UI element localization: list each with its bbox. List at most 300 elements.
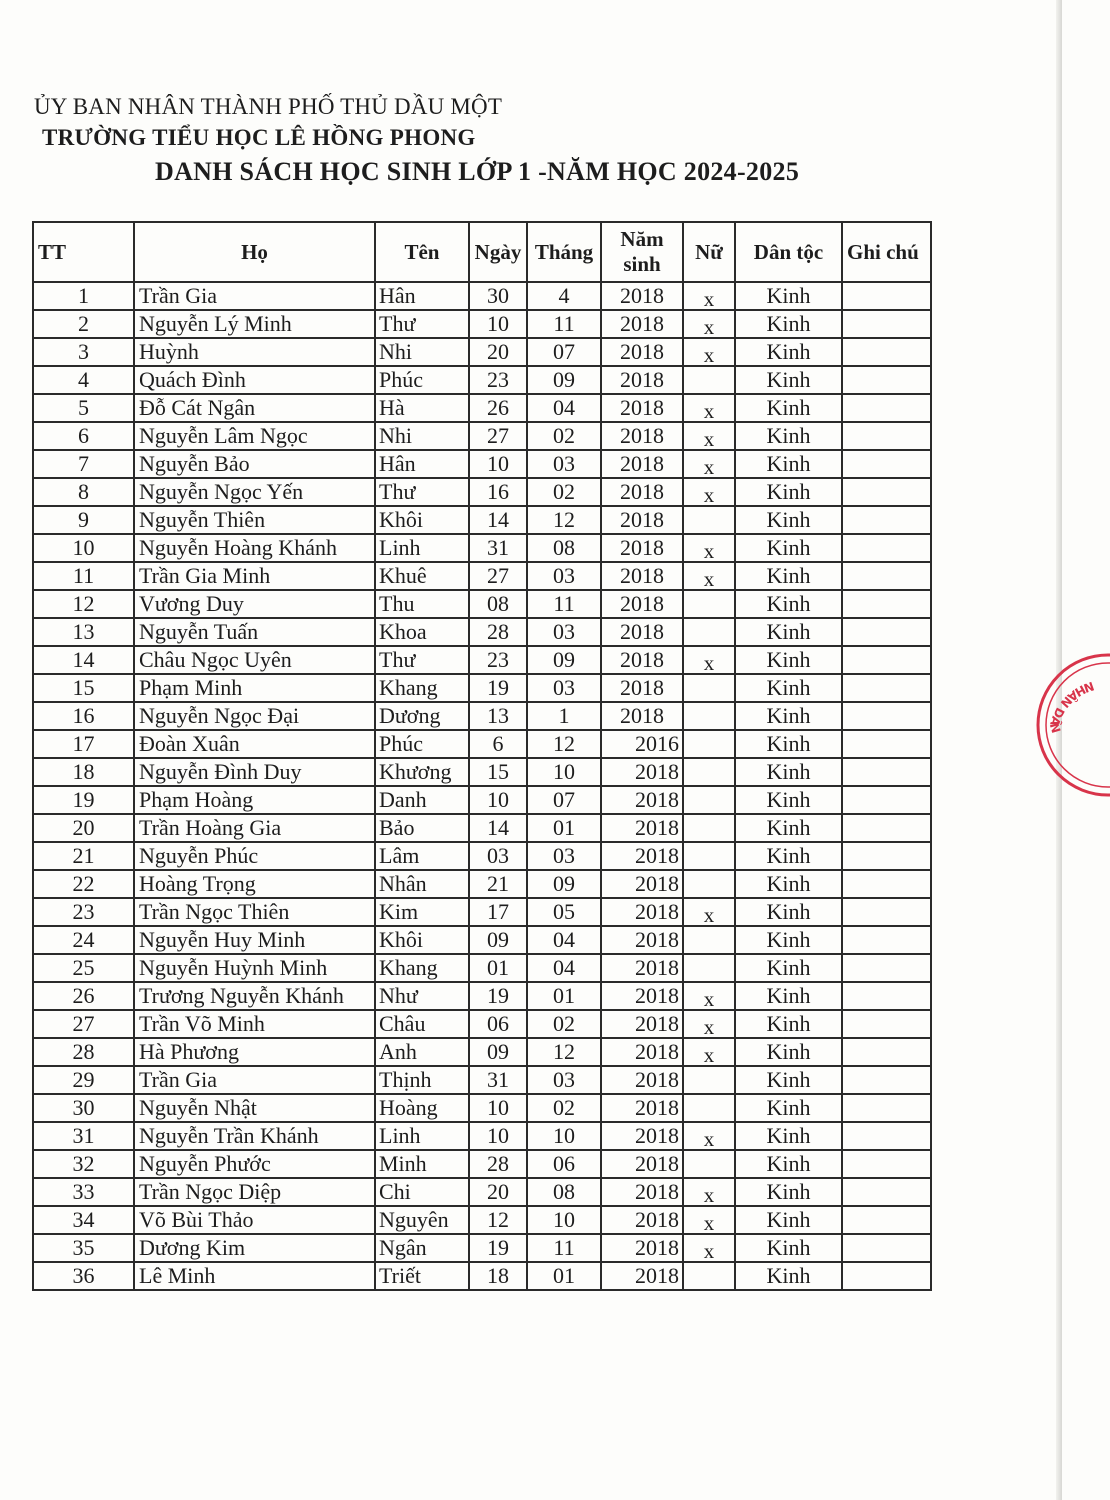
- birth-month-cell: 12: [527, 1038, 601, 1066]
- birth-day-cell: 28: [469, 1150, 527, 1178]
- row-number-cell: 14: [33, 646, 134, 674]
- school-name: TRƯỜNG TIỂU HỌC LÊ HỒNG PHONG: [42, 125, 476, 150]
- birth-year-cell: 2018: [601, 338, 683, 366]
- table-row: [33, 1150, 931, 1178]
- ethnicity-cell: Kinh: [735, 758, 842, 786]
- birth-month-cell: 03: [527, 618, 601, 646]
- birth-day-cell: 10: [469, 450, 527, 478]
- row-number-cell: 20: [33, 814, 134, 842]
- female-mark-cell: [683, 842, 735, 870]
- female-mark: x: [703, 343, 715, 367]
- birth-year-cell: 2018: [601, 394, 683, 422]
- birth-year-cell: 2018: [601, 1094, 683, 1122]
- table-row: [33, 450, 931, 478]
- birth-day-cell: 17: [469, 898, 527, 926]
- note-cell: [842, 786, 931, 814]
- given-name-cell: Thịnh: [375, 1066, 469, 1094]
- ethnicity-cell: Kinh: [735, 422, 842, 450]
- row-number-cell: 13: [33, 618, 134, 646]
- column-header-nam-line1: Năm: [620, 227, 664, 251]
- ethnicity-cell: Kinh: [735, 898, 842, 926]
- given-name-cell: Ngân: [375, 1234, 469, 1262]
- birth-day-cell: 10: [469, 310, 527, 338]
- family-name-cell: Nguyễn Thiên: [134, 506, 375, 534]
- female-mark-cell: [683, 1262, 735, 1290]
- birth-year-cell: 2018: [601, 1262, 683, 1290]
- given-name-cell: Triết: [375, 1262, 469, 1290]
- row-number-cell: 11: [33, 562, 134, 590]
- birth-day-cell: 21: [469, 870, 527, 898]
- given-name-cell: Lâm: [375, 842, 469, 870]
- table-row: [33, 1234, 931, 1262]
- birth-month-cell: 06: [527, 1150, 601, 1178]
- birth-year-cell: 2018: [601, 450, 683, 478]
- ethnicity-cell: Kinh: [735, 618, 842, 646]
- female-mark: x: [703, 427, 715, 451]
- row-number-cell: 30: [33, 1094, 134, 1122]
- birth-year-cell: 2018: [601, 534, 683, 562]
- ethnicity-cell: Kinh: [735, 1178, 842, 1206]
- table-row: [33, 1122, 931, 1150]
- birth-day-cell: 23: [469, 646, 527, 674]
- given-name-cell: Linh: [375, 534, 469, 562]
- family-name-cell: Dương Kim: [134, 1234, 375, 1262]
- column-header-ghi-chu: Ghi chú: [842, 222, 931, 282]
- ethnicity-cell: Kinh: [735, 1234, 842, 1262]
- family-name-cell: Trần Gia Minh: [134, 562, 375, 590]
- note-cell: [842, 450, 931, 478]
- birth-month-cell: 09: [527, 366, 601, 394]
- ethnicity-cell: Kinh: [735, 366, 842, 394]
- female-mark-cell: [683, 926, 735, 954]
- table-row: [33, 870, 931, 898]
- row-number-cell: 18: [33, 758, 134, 786]
- female-mark-cell: [683, 1122, 735, 1150]
- column-header-tt: TT: [33, 222, 134, 282]
- row-number-cell: 4: [33, 366, 134, 394]
- birth-month-cell: 02: [527, 1010, 601, 1038]
- birth-month-cell: 11: [527, 1234, 601, 1262]
- birth-month-cell: 12: [527, 506, 601, 534]
- birth-month-cell: 05: [527, 898, 601, 926]
- birth-month-cell: 1: [527, 702, 601, 730]
- note-cell: [842, 338, 931, 366]
- ethnicity-cell: Kinh: [735, 1150, 842, 1178]
- row-number-cell: 28: [33, 1038, 134, 1066]
- row-number-cell: 23: [33, 898, 134, 926]
- birth-year-cell: 2018: [601, 478, 683, 506]
- ethnicity-cell: Kinh: [735, 646, 842, 674]
- female-mark-cell: [683, 1094, 735, 1122]
- female-mark: x: [703, 651, 715, 675]
- student-roster-table: [32, 221, 932, 1291]
- table-row: [33, 1038, 931, 1066]
- female-mark: x: [703, 1183, 715, 1207]
- birth-year-cell: 2018: [601, 674, 683, 702]
- birth-year-cell: 2018: [601, 814, 683, 842]
- birth-year-cell: 2018: [601, 366, 683, 394]
- female-mark: x: [703, 1043, 715, 1067]
- column-header-dan-toc: Dân tộc: [735, 222, 842, 282]
- note-cell: [842, 1010, 931, 1038]
- birth-year-cell: 2018: [601, 1234, 683, 1262]
- note-cell: [842, 1234, 931, 1262]
- ethnicity-cell: Kinh: [735, 1206, 842, 1234]
- given-name-cell: Hân: [375, 282, 469, 310]
- female-mark-cell: [683, 730, 735, 758]
- ethnicity-cell: Kinh: [735, 674, 842, 702]
- note-cell: [842, 730, 931, 758]
- family-name-cell: Nguyễn Ngọc Đại: [134, 702, 375, 730]
- birth-year-cell: 2018: [601, 982, 683, 1010]
- note-cell: [842, 310, 931, 338]
- family-name-cell: Nguyễn Huỳnh Minh: [134, 954, 375, 982]
- female-mark-cell: [683, 478, 735, 506]
- row-number-cell: 16: [33, 702, 134, 730]
- family-name-cell: Phạm Hoàng: [134, 786, 375, 814]
- birth-month-cell: 04: [527, 926, 601, 954]
- family-name-cell: Nguyễn Đình Duy: [134, 758, 375, 786]
- family-name-cell: Nguyễn Lý Minh: [134, 310, 375, 338]
- female-mark-cell: [683, 814, 735, 842]
- given-name-cell: Khương: [375, 758, 469, 786]
- note-cell: [842, 926, 931, 954]
- ethnicity-cell: Kinh: [735, 926, 842, 954]
- female-mark-cell: [683, 870, 735, 898]
- female-mark-cell: [683, 450, 735, 478]
- column-header-ngay: Ngày: [469, 222, 527, 282]
- ethnicity-cell: Kinh: [735, 814, 842, 842]
- female-mark-cell: [683, 982, 735, 1010]
- birth-month-cell: 09: [527, 870, 601, 898]
- row-number-cell: 21: [33, 842, 134, 870]
- given-name-cell: Kim: [375, 898, 469, 926]
- given-name-cell: Dương: [375, 702, 469, 730]
- family-name-cell: Nguyễn Phước: [134, 1150, 375, 1178]
- ethnicity-cell: Kinh: [735, 1038, 842, 1066]
- note-cell: [842, 394, 931, 422]
- female-mark: x: [703, 455, 715, 479]
- column-header-nam-line2: sinh: [623, 252, 661, 276]
- note-cell: [842, 422, 931, 450]
- female-mark: x: [703, 315, 715, 339]
- note-cell: [842, 702, 931, 730]
- ethnicity-cell: Kinh: [735, 982, 842, 1010]
- birth-day-cell: 27: [469, 562, 527, 590]
- row-number-cell: 19: [33, 786, 134, 814]
- birth-month-cell: 07: [527, 338, 601, 366]
- note-cell: [842, 954, 931, 982]
- table-row: [33, 1206, 931, 1234]
- note-cell: [842, 758, 931, 786]
- female-mark-cell: [683, 1150, 735, 1178]
- family-name-cell: Trần Gia: [134, 282, 375, 310]
- birth-month-cell: 07: [527, 786, 601, 814]
- row-number-cell: 8: [33, 478, 134, 506]
- birth-day-cell: 10: [469, 786, 527, 814]
- female-mark-cell: [683, 618, 735, 646]
- given-name-cell: Hân: [375, 450, 469, 478]
- note-cell: [842, 870, 931, 898]
- birth-month-cell: 03: [527, 450, 601, 478]
- female-mark-cell: [683, 1178, 735, 1206]
- family-name-cell: Trần Hoàng Gia: [134, 814, 375, 842]
- birth-year-cell: 2018: [601, 506, 683, 534]
- row-number-cell: 36: [33, 1262, 134, 1290]
- given-name-cell: Thu: [375, 590, 469, 618]
- table-header-row: [33, 222, 931, 282]
- family-name-cell: Lê Minh: [134, 1262, 375, 1290]
- family-name-cell: Trần Ngọc Thiên: [134, 898, 375, 926]
- female-mark-cell: [683, 898, 735, 926]
- ethnicity-cell: Kinh: [735, 450, 842, 478]
- given-name-cell: Nguyên: [375, 1206, 469, 1234]
- female-mark-cell: [683, 422, 735, 450]
- seal-text: NHÂN DÂN: [1046, 678, 1096, 735]
- birth-month-cell: 10: [527, 1206, 601, 1234]
- row-number-cell: 1: [33, 282, 134, 310]
- table-row: [33, 366, 931, 394]
- ethnicity-cell: Kinh: [735, 310, 842, 338]
- row-number-cell: 7: [33, 450, 134, 478]
- birth-year-cell: 2018: [601, 282, 683, 310]
- ethnicity-cell: Kinh: [735, 1094, 842, 1122]
- given-name-cell: Nhi: [375, 422, 469, 450]
- female-mark-cell: [683, 954, 735, 982]
- note-cell: [842, 814, 931, 842]
- birth-year-cell: 2018: [601, 1122, 683, 1150]
- note-cell: [842, 898, 931, 926]
- note-cell: [842, 1262, 931, 1290]
- family-name-cell: Phạm Minh: [134, 674, 375, 702]
- birth-day-cell: 20: [469, 1178, 527, 1206]
- table-row: [33, 338, 931, 366]
- note-cell: [842, 646, 931, 674]
- birth-day-cell: 27: [469, 422, 527, 450]
- column-header-thang: Tháng: [527, 222, 601, 282]
- ethnicity-cell: Kinh: [735, 1122, 842, 1150]
- ethnicity-cell: Kinh: [735, 702, 842, 730]
- given-name-cell: Minh: [375, 1150, 469, 1178]
- birth-month-cell: 11: [527, 590, 601, 618]
- ethnicity-cell: Kinh: [735, 394, 842, 422]
- female-mark: x: [703, 1239, 715, 1263]
- given-name-cell: Bảo: [375, 814, 469, 842]
- family-name-cell: Hoàng Trọng: [134, 870, 375, 898]
- birth-month-cell: 01: [527, 1262, 601, 1290]
- female-mark-cell: [683, 1066, 735, 1094]
- given-name-cell: Nhi: [375, 338, 469, 366]
- ethnicity-cell: Kinh: [735, 506, 842, 534]
- row-number-cell: 6: [33, 422, 134, 450]
- female-mark-cell: [683, 674, 735, 702]
- table-row: [33, 590, 931, 618]
- family-name-cell: Nguyễn Ngọc Yến: [134, 478, 375, 506]
- birth-month-cell: 02: [527, 478, 601, 506]
- birth-day-cell: 19: [469, 674, 527, 702]
- given-name-cell: Thư: [375, 646, 469, 674]
- birth-day-cell: 19: [469, 982, 527, 1010]
- table-row: [33, 1094, 931, 1122]
- female-mark: x: [703, 399, 715, 423]
- birth-month-cell: 11: [527, 310, 601, 338]
- family-name-cell: Nguyễn Huy Minh: [134, 926, 375, 954]
- female-mark-cell: [683, 534, 735, 562]
- given-name-cell: Như: [375, 982, 469, 1010]
- birth-day-cell: 20: [469, 338, 527, 366]
- ethnicity-cell: Kinh: [735, 842, 842, 870]
- table-row: [33, 282, 931, 310]
- given-name-cell: Phúc: [375, 730, 469, 758]
- table-row: [33, 702, 931, 730]
- birth-day-cell: 18: [469, 1262, 527, 1290]
- given-name-cell: Hà: [375, 394, 469, 422]
- birth-month-cell: 01: [527, 814, 601, 842]
- row-number-cell: 15: [33, 674, 134, 702]
- birth-day-cell: 06: [469, 1010, 527, 1038]
- row-number-cell: 5: [33, 394, 134, 422]
- birth-month-cell: 08: [527, 534, 601, 562]
- table-row: [33, 646, 931, 674]
- note-cell: [842, 1206, 931, 1234]
- birth-year-cell: 2018: [601, 590, 683, 618]
- table-row: [33, 394, 931, 422]
- birth-year-cell: 2018: [601, 870, 683, 898]
- row-number-cell: 29: [33, 1066, 134, 1094]
- birth-year-cell: 2018: [601, 1066, 683, 1094]
- given-name-cell: Thư: [375, 478, 469, 506]
- family-name-cell: Nguyễn Lâm Ngọc: [134, 422, 375, 450]
- given-name-cell: Chi: [375, 1178, 469, 1206]
- note-cell: [842, 982, 931, 1010]
- female-mark-cell: [683, 310, 735, 338]
- table-row: [33, 618, 931, 646]
- note-cell: [842, 590, 931, 618]
- birth-year-cell: 2018: [601, 1010, 683, 1038]
- table-row: [33, 814, 931, 842]
- birth-day-cell: 10: [469, 1122, 527, 1150]
- birth-year-cell: 2018: [601, 562, 683, 590]
- given-name-cell: Danh: [375, 786, 469, 814]
- female-mark-cell: [683, 1010, 735, 1038]
- ethnicity-cell: Kinh: [735, 562, 842, 590]
- birth-day-cell: 23: [469, 366, 527, 394]
- row-number-cell: 24: [33, 926, 134, 954]
- family-name-cell: Nguyễn Nhật: [134, 1094, 375, 1122]
- note-cell: [842, 562, 931, 590]
- family-name-cell: Châu Ngọc Uyên: [134, 646, 375, 674]
- female-mark-cell: [683, 282, 735, 310]
- issuing-authority: ỦY BAN NHÂN THÀNH PHỐ THỦ DẦU MỘT: [34, 94, 503, 119]
- table-row: [33, 478, 931, 506]
- birth-day-cell: 13: [469, 702, 527, 730]
- row-number-cell: 22: [33, 870, 134, 898]
- birth-year-cell: 2018: [601, 954, 683, 982]
- female-mark: x: [703, 987, 715, 1011]
- row-number-cell: 34: [33, 1206, 134, 1234]
- table-row: [33, 562, 931, 590]
- table-row: [33, 1178, 931, 1206]
- table-row: [33, 730, 931, 758]
- note-cell: [842, 1038, 931, 1066]
- given-name-cell: Hoàng: [375, 1094, 469, 1122]
- birth-day-cell: 03: [469, 842, 527, 870]
- birth-day-cell: 19: [469, 1234, 527, 1262]
- female-mark-cell: [683, 366, 735, 394]
- birth-year-cell: 2018: [601, 618, 683, 646]
- given-name-cell: Thư: [375, 310, 469, 338]
- note-cell: [842, 1066, 931, 1094]
- column-header-ten: Tên: [375, 222, 469, 282]
- given-name-cell: Khôi: [375, 926, 469, 954]
- row-number-cell: 9: [33, 506, 134, 534]
- given-name-cell: Nhân: [375, 870, 469, 898]
- table-row: [33, 534, 931, 562]
- birth-month-cell: 10: [527, 758, 601, 786]
- female-mark: x: [703, 1127, 715, 1151]
- birth-month-cell: 02: [527, 422, 601, 450]
- given-name-cell: Khang: [375, 674, 469, 702]
- ethnicity-cell: Kinh: [735, 870, 842, 898]
- ethnicity-cell: Kinh: [735, 282, 842, 310]
- birth-year-cell: 2018: [601, 926, 683, 954]
- birth-month-cell: 03: [527, 1066, 601, 1094]
- female-mark: x: [703, 539, 715, 563]
- birth-day-cell: 10: [469, 1094, 527, 1122]
- row-number-cell: 33: [33, 1178, 134, 1206]
- birth-day-cell: 09: [469, 926, 527, 954]
- row-number-cell: 12: [33, 590, 134, 618]
- note-cell: [842, 534, 931, 562]
- row-number-cell: 17: [33, 730, 134, 758]
- family-name-cell: Nguyễn Tuấn: [134, 618, 375, 646]
- birth-day-cell: 01: [469, 954, 527, 982]
- row-number-cell: 25: [33, 954, 134, 982]
- birth-day-cell: 31: [469, 1066, 527, 1094]
- given-name-cell: Châu: [375, 1010, 469, 1038]
- given-name-cell: Anh: [375, 1038, 469, 1066]
- female-mark: x: [703, 1211, 715, 1235]
- family-name-cell: Vương Duy: [134, 590, 375, 618]
- female-mark-cell: [683, 702, 735, 730]
- birth-year-cell: 2018: [601, 702, 683, 730]
- ethnicity-cell: Kinh: [735, 954, 842, 982]
- birth-day-cell: 31: [469, 534, 527, 562]
- birth-month-cell: 02: [527, 1094, 601, 1122]
- given-name-cell: Khuê: [375, 562, 469, 590]
- note-cell: [842, 1178, 931, 1206]
- family-name-cell: Trần Ngọc Diệp: [134, 1178, 375, 1206]
- female-mark-cell: [683, 338, 735, 366]
- female-mark: x: [703, 1015, 715, 1039]
- birth-month-cell: 04: [527, 394, 601, 422]
- column-header-ho: Họ: [134, 222, 375, 282]
- female-mark-cell: [683, 1038, 735, 1066]
- note-cell: [842, 506, 931, 534]
- family-name-cell: Quách Đình: [134, 366, 375, 394]
- female-mark-cell: [683, 394, 735, 422]
- birth-month-cell: 03: [527, 674, 601, 702]
- ethnicity-cell: Kinh: [735, 478, 842, 506]
- table-row: [33, 898, 931, 926]
- family-name-cell: Trần Võ Minh: [134, 1010, 375, 1038]
- note-cell: [842, 1094, 931, 1122]
- note-cell: [842, 282, 931, 310]
- note-cell: [842, 366, 931, 394]
- table-row: [33, 1010, 931, 1038]
- note-cell: [842, 478, 931, 506]
- table-row: [33, 674, 931, 702]
